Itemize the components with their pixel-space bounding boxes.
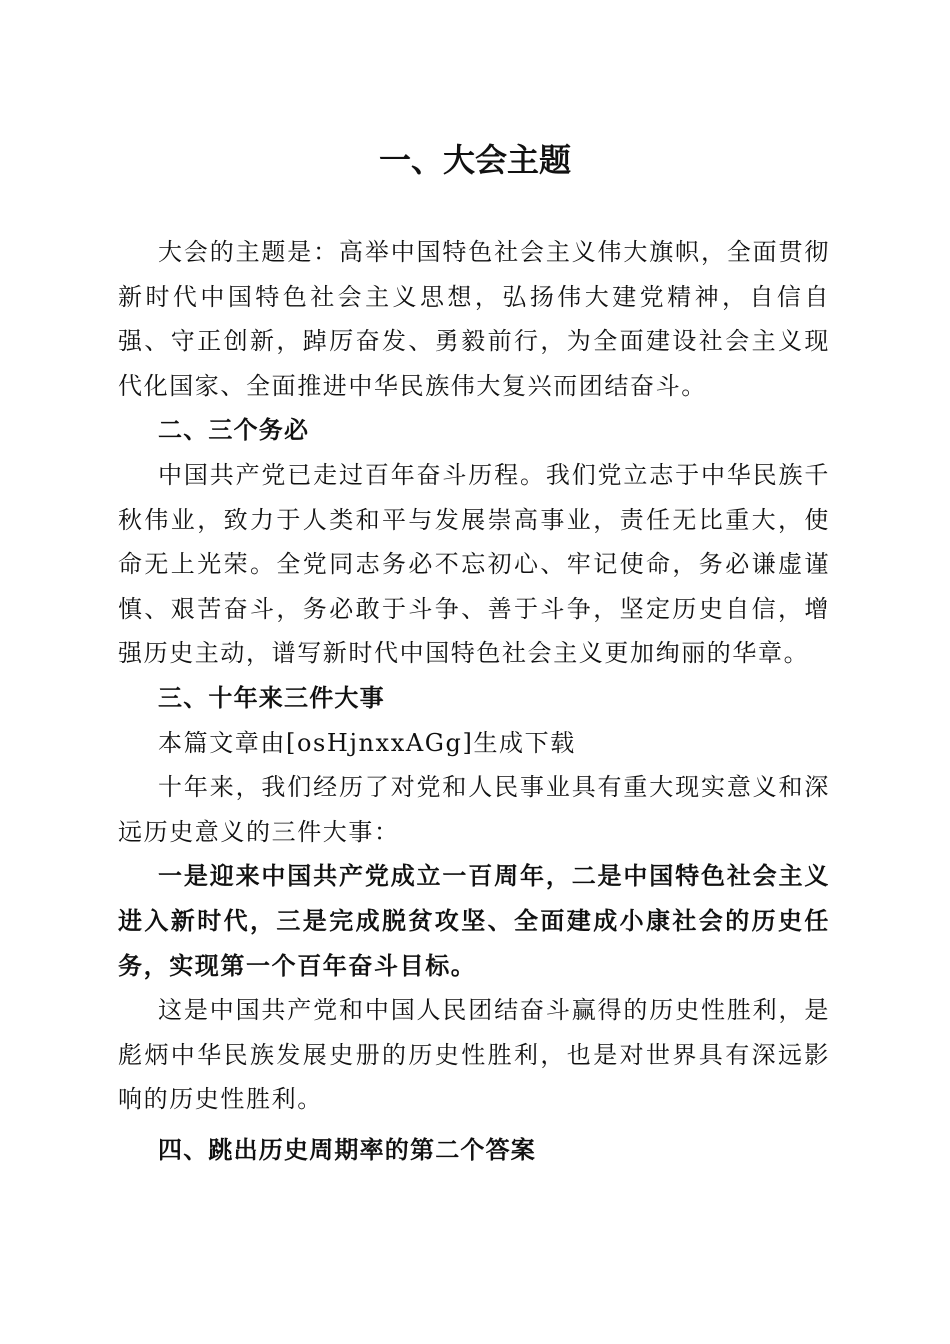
section-heading-three-events: 三、十年来三件大事 (158, 683, 385, 712)
victory-paragraph: 这是中国共产党和中国人民团结奋斗赢得的历史性胜利，是彪炳中华民族发展史册的历史性胜利，也是对世界具有深远影响的历史性胜利。 (118, 996, 830, 1114)
three-musts-paragraph: 中国共产党已走过百年奋斗历程。我们党立志于中华民族千秋伟业，致力于人类和平与发展崇高事业，责任无比重大，使命无上光荣。全党同志务必不忘初心、牢记使命，务必谦虚谨慎、艰苦奋斗，务必敢于斗争、善于斗争，坚定历史自信，增强历史主动，谱写新时代中国特色社会主义更加绚丽的华章。 (118, 460, 830, 668)
section-heading-second-answer: 四、跳出历史周期率的第二个答案 (158, 1135, 536, 1164)
three-events-list: 一是迎来中国共产党成立一百周年，二是中国特色社会主义进入新时代，三是完成脱贫攻坚、全面建成小康社会的历史任务，实现第一个百年奋斗目标。 (118, 861, 830, 980)
document-body (118, 230, 830, 1172)
three-events-intro: 十年来，我们经历了对党和人民事业具有重大现实意义和深远历史意义的三件大事： (118, 773, 830, 846)
section-heading-three-musts: 二、三个务必 (158, 416, 310, 445)
theme-paragraph: 大会的主题是：高举中国特色社会主义伟大旗帜，全面贯彻新时代中国特色社会主义思想，弘扬伟大建党精神，自信自强、守正创新，踔厉奋发、勇毅前行，为全面建设社会主义现代化国家、全面推进中华民族伟大复兴而团结奋斗。 (118, 238, 830, 400)
document-title: 一、大会主题 (378, 141, 571, 179)
download-note: 本篇文章由[osHjnxxAGg]生成下载 (158, 728, 576, 757)
